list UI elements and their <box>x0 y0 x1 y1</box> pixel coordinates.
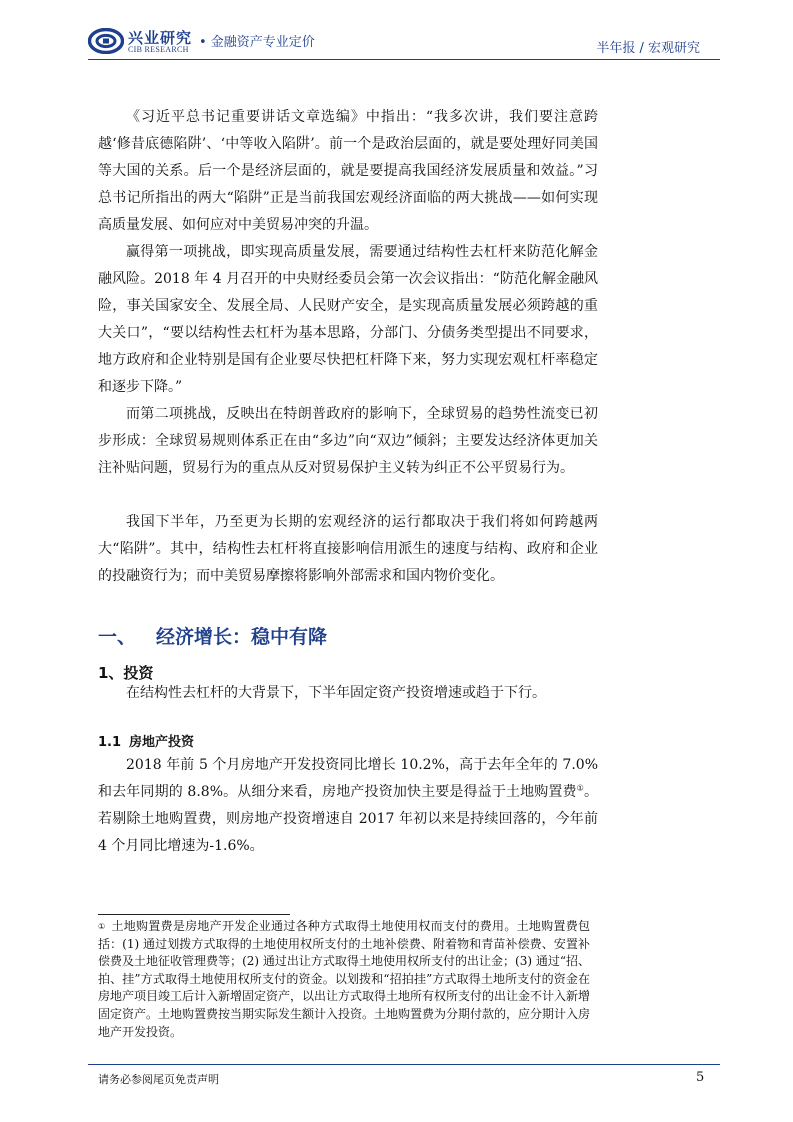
cib-logo-icon <box>88 28 124 54</box>
subsection-paragraph: 在结构性去杠杆的大背景下，下半年固定资产投资增速或趋于下行。 <box>126 685 546 701</box>
subsubsection-heading <box>98 731 194 750</box>
page-number: 5 <box>696 1070 705 1085</box>
header-divider <box>88 59 720 60</box>
subsubsection-title: 房地产投资 <box>129 735 195 750</box>
page-header <box>88 26 720 60</box>
subsubsection-number: 1.1 <box>98 735 122 750</box>
footnote-reference[interactable]: ① <box>576 783 584 793</box>
paragraph-real-estate <box>98 752 598 860</box>
disclaimer-notice: 请务必参阅尾页免责声明 <box>98 1073 219 1086</box>
paragraph-second-challenge: 而第二项挑战，反映出在特朗普政府的影响下，全球贸易的趋势性流变已初步形成：全球贸易规则体系正在由“多边”向“双边”倾斜；主要发达经济体更加关注补贴问题，贸易行为的重点从反对贸易保护主义转为纠正不公平贸易行为。 <box>98 406 598 476</box>
real-estate-text-continued: 。若剔除土地购置费，则房地产投资增速自 2017 年初以来是持续回落的，今年前 4 个月同比增速为-1.6%。 <box>98 784 598 854</box>
paragraph-intro: 《习近平总书记重要讲话文章选编》中指出：“我多次讲，我们要注意跨越‘修昔底德陷阱’、‘中等收入陷阱’。前一个是政治层面的，就是要处理好同美国等大国的关系。后一个是经济层面的，就是要提高我国经济发展质量和效益。”习总书记所指出的两大“陷阱”正是当前我国宏观经济面临的两大挑战——如何实现高质量发展、如何应对中美贸易冲突的升温。 <box>98 109 598 233</box>
brand-tagline: • 金融资产专业定价 <box>199 35 315 50</box>
footnote-mark: ① <box>98 922 106 931</box>
subsection-heading: 1、投资 <box>98 664 154 682</box>
section-title: 经济增长：稳中有降 <box>156 626 328 648</box>
brand-name: 兴业研究 <box>128 29 193 47</box>
section-number: 一、 <box>98 626 137 648</box>
footnote-divider <box>98 914 290 915</box>
brand-name-english: CIB RESEARCH <box>128 45 189 54</box>
footer-divider <box>88 1064 720 1065</box>
section-heading <box>98 622 327 649</box>
real-estate-text: 2018 年前 5 个月房地产开发投资同比增长 10.2%，高于去年全年的 7.0%和去年同期的 8.8%。从细分来看，房地产投资加快主要是得益于土地购置费 <box>98 757 598 800</box>
report-type: 半年报 / 宏观研究 <box>596 41 700 56</box>
footnote <box>98 918 590 1041</box>
paragraph-first-challenge: 赢得第一项挑战，即实现高质量发展，需要通过结构性去杠杆来防范化解金融风险。2018 年 4 月召开的中央财经委员会第一次会议指出：“防范化解金融风险，事关国家安全、发展全局、人民财产安全，是实现高质量发展必须跨越的重大关口”，“要以结构性去杠杆为基本思路，分部门、分债务类型提出不同要求，地方政府和企业特别是国有企业要尽快把杠杆降下来，努力实现宏观杠杆率稳定和逐步下降。” <box>98 244 598 395</box>
footnote-text: 土地购置费是房地产开发企业通过各种方式取得土地使用权而支付的费用。土地购置费包括：(1) 通过划拨方式取得的土地使用权所支付的土地补偿费、附着物和青苗补偿费、安置补偿费及土地征收管理费等；(2) 通过出让方式取得土地使用权所支付的出让金；(3) 通过“招、拍、挂”方式取得土地使用权所支付的资金。以划拨和“招拍挂”方式取得土地所支付的资金在房地产项目竣工后计入新增固定资产，以出让方式取得土地所有权所支付的出让金不计入新增固定资产。土地购置费按当期实际发生额计入投资。土地购置费为分期付款的，应分期计入房地产开发投资。 <box>98 919 591 1039</box>
paragraph-outlook: 我国下半年，乃至更为长期的宏观经济的运行都取决于我们将如何跨越两大“陷阱”。其中，结构性去杠杆将直接影响信用派生的速度与结构、政府和企业的投融资行为；而中美贸易摩擦将影响外部需求和国内物价变化。 <box>98 514 598 584</box>
